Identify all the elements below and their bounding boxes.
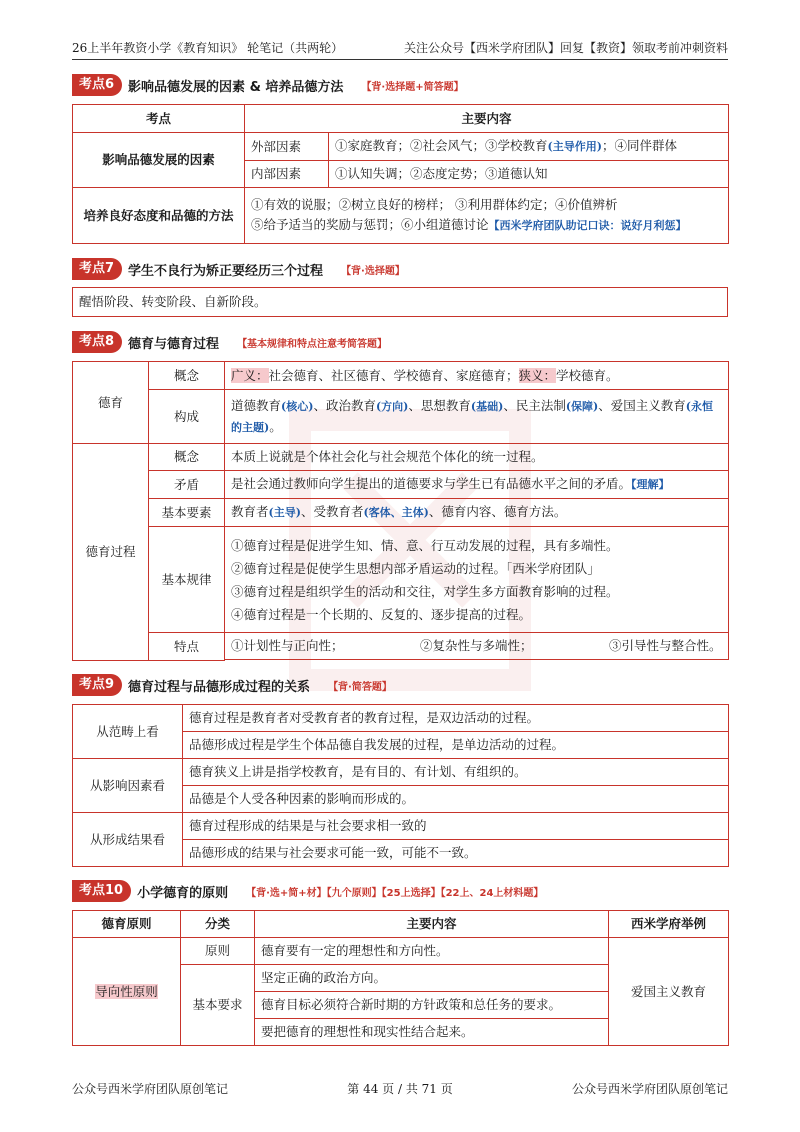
s8-process-label: 德育过程 (73, 444, 149, 661)
section-10-table (72, 910, 729, 1046)
s6-internal-label: 内部因素 (245, 161, 329, 188)
section-8-title (72, 331, 387, 353)
s10-cat-requirements: 基本要求 (181, 965, 255, 1046)
s6-external-label: 外部因素 (245, 133, 329, 161)
s8-concept-value: 广义：社会德育、社区德育、学校德育、家庭德育；狭义：学校德育。 (225, 362, 729, 390)
page-number: 第 44 页 / 共 71 页 (347, 1082, 453, 1096)
s10-cat-principle-value: 德育要有一定的理想性和方向性。 (255, 938, 609, 965)
s9-row-label: 从形成结果看 (73, 813, 183, 867)
s8-composition-value: 道德教育(核心)、政治教育(方向)、思想教育(基础)、民主法制(保障)、爱国主义教育(永恒的主题)。 (225, 390, 729, 444)
s8-features-value: ①计划性与正向性； ②复杂性与多端性； ③引导性与整合性。 (225, 633, 729, 660)
s8-moral-label: 德育 (73, 362, 149, 444)
s8-contradiction-value: 是社会通过教师向学生提出的道德要求与学生已有品德水平之间的矛盾。【理解】 (225, 471, 729, 499)
footer-left: 公众号西米学府团队原创笔记 (72, 1082, 229, 1096)
s8-composition-label: 构成 (149, 390, 225, 444)
s10-header-content: 主要内容 (255, 911, 609, 938)
page-footer (72, 1080, 728, 1097)
s8-laws-value (225, 527, 729, 633)
section-7-content: 醒悟阶段、转变阶段、自新阶段。 (72, 287, 728, 317)
section-8-tag: 【基本规律和特点注意考简答题】 (237, 338, 388, 350)
s8-features-label: 特点 (149, 633, 225, 661)
s8-elements-value: 教育者(主导)、受教育者(客体、主体)、德育内容、德育方法。 (225, 499, 729, 527)
section-8-table (72, 361, 729, 661)
section-7-heading: 学生不良行为矫正要经历三个过程 (128, 263, 324, 279)
section-10-title (72, 880, 543, 902)
s6-header-content: 主要内容 (245, 105, 729, 133)
s6-header-topic: 考点 (73, 105, 245, 133)
section-8-badge: 考点8 (72, 331, 122, 353)
section-6-heading: 影响品德发展的因素 & 培养品德方法 (128, 79, 344, 95)
s9-row-b: 品德形成过程是学生个体品德自我发展的过程，是单边活动的过程。 (183, 732, 729, 759)
s10-principle: 导向性原则 (73, 938, 181, 1046)
s8-law-item: ④德育过程是一个长期的、反复的、逐步提高的过程。 (231, 606, 532, 622)
s6-methods-value: ①有效的说服；②树立良好的榜样； ③利用群体约定；④价值辨析 ⑤给予适当的奖励与惩罚；⑥小组道德讨论【西米学府团队助记口诀：说好月利惩】 (245, 188, 729, 244)
s6-methods-label: 培养良好态度和品德的方法 (73, 188, 245, 244)
s9-row-a: 德育狭义上讲是指学校教育，是有目的、有计划、有组织的。 (183, 759, 729, 786)
s10-header-principle: 德育原则 (73, 911, 181, 938)
footer-right: 公众号西米学府团队原创笔记 (571, 1082, 728, 1096)
s8-elements-label: 基本要素 (149, 499, 225, 527)
section-7-title (72, 258, 405, 280)
s8-law-item: ①德育过程是促进学生知、情、意、行互动发展的过程，具有多端性。 (231, 537, 619, 553)
section-9-table (72, 704, 729, 867)
s8-law-item: ③德育过程是组织学生的活动和交往，对学生多方面教育影响的过程。 (231, 583, 619, 599)
s10-example: 爱国主义教育 (609, 938, 729, 1046)
s6-factors-label: 影响品德发展的因素 (73, 133, 245, 188)
section-6-badge: 考点6 (72, 74, 122, 96)
s8-law-item: ②德育过程是促使学生思想内部矛盾运动的过程。「西米学府团队」 (231, 560, 600, 576)
section-7-badge: 考点7 (72, 258, 122, 280)
section-9-title (72, 674, 392, 696)
section-9-badge: 考点9 (72, 674, 122, 696)
s6-internal-value: ①认知失调；②态度定势；③道德认知 (329, 161, 729, 188)
s10-requirement: 坚定正确的政治方向。 (255, 965, 609, 992)
s8-p-concept-value: 本质上说就是个体社会化与社会规范个体化的统一过程。 (225, 444, 729, 471)
s8-laws-label: 基本规律 (149, 527, 225, 633)
s10-header-example: 西米学府举例 (609, 911, 729, 938)
s8-concept-label: 概念 (149, 362, 225, 390)
s9-row-a: 德育过程形成的结果是与社会要求相一致的 (183, 813, 729, 840)
section-6-tag: 【背·选择题+简答题】 (361, 81, 464, 93)
page-header (72, 40, 728, 60)
section-8-heading: 德育与德育过程 (128, 336, 220, 352)
section-6-title (72, 74, 464, 96)
header-left: 26上半年教资小学《教育知识》 轮笔记（共两轮） (72, 41, 344, 55)
section-6-table (72, 104, 729, 244)
s10-requirement: 要把德育的理想性和现实性结合起来。 (255, 1019, 609, 1046)
section-9-heading: 德育过程与品德形成过程的关系 (128, 679, 311, 695)
section-9-tag: 【背·简答题】 (328, 681, 392, 693)
section-10-tag: 【背·选+简+材】【九个原则】【25上选择】【22上、24上材料题】 (246, 887, 544, 899)
s9-row-label: 从范畴上看 (73, 705, 183, 759)
s10-header-category: 分类 (181, 911, 255, 938)
section-7-tag: 【背·选择题】 (341, 265, 405, 277)
s9-row-b: 品德是个人受各种因素的影响而形成的。 (183, 786, 729, 813)
s9-row-b: 品德形成的结果与社会要求可能一致，可能不一致。 (183, 840, 729, 867)
s10-cat-principle: 原则 (181, 938, 255, 965)
s6-external-value: ①家庭教育；②社会风气；③学校教育(主导作用)；④同伴群体 (329, 133, 729, 161)
s8-p-concept-label: 概念 (149, 444, 225, 471)
s9-row-label: 从影响因素看 (73, 759, 183, 813)
s9-row-a: 德育过程是教育者对受教育者的教育过程，是双边活动的过程。 (183, 705, 729, 732)
section-10-badge: 考点10 (72, 880, 131, 902)
s8-contradiction-label: 矛盾 (149, 471, 225, 499)
section-10-heading: 小学德育的原则 (137, 885, 229, 901)
s10-requirement: 德育目标必须符合新时期的方针政策和总任务的要求。 (255, 992, 609, 1019)
header-right: 关注公众号【西米学府团队】回复【教资】领取考前冲刺资料 (403, 41, 728, 55)
